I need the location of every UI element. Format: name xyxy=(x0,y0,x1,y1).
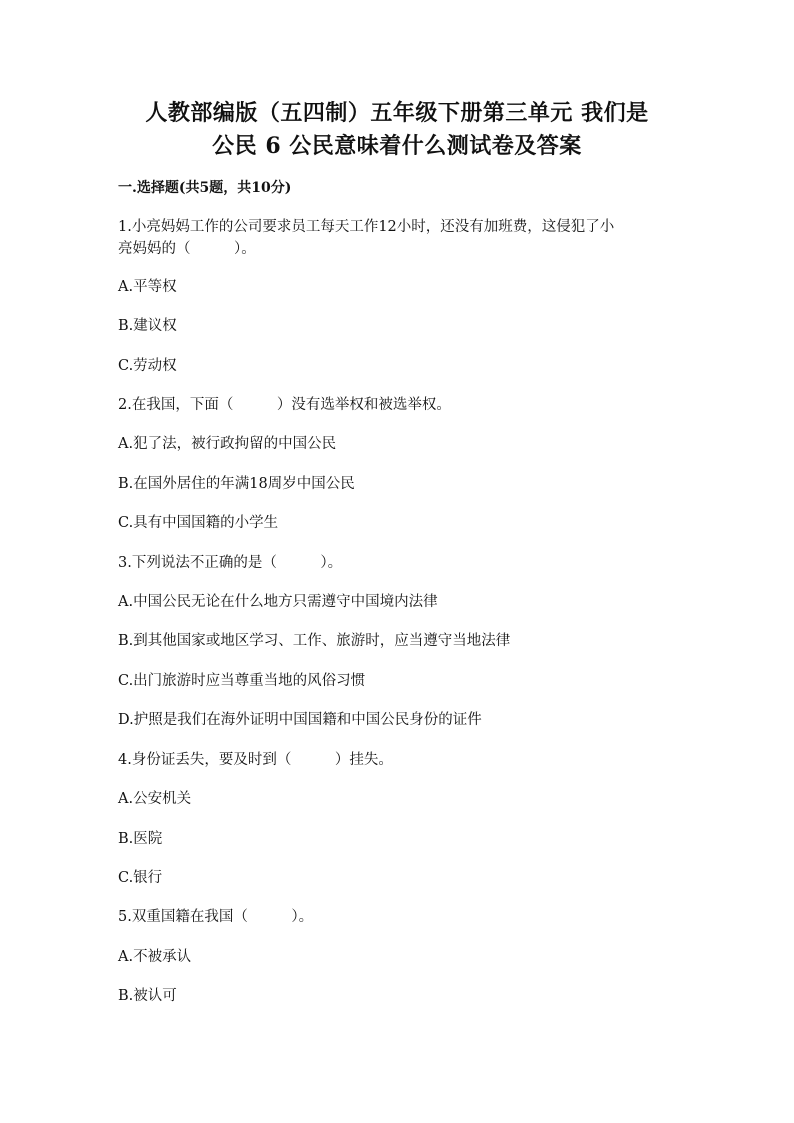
question-3-option-a: A.中国公民无论在什么地方只需遵守中国境内法律 xyxy=(118,594,438,610)
question-3-option-b: B.到其他国家或地区学习、工作、旅游时，应当遵守当地法律 xyxy=(118,633,511,649)
question-2-stem: 2.在我国，下面（ ）没有选举权和被选举权。 xyxy=(118,397,451,413)
question-2-option-b: B.在国外居住的年满18周岁中国公民 xyxy=(118,476,355,492)
document-title-line-1: 人教部编版（五四制）五年级下册第三单元 我们是 xyxy=(145,100,649,126)
question-4-stem: 4.身份证丢失，要及时到（ ）挂失。 xyxy=(118,752,393,768)
section-heading: 一.选择题(共5题，共10分) xyxy=(118,180,292,196)
question-1-option-a: A.平等权 xyxy=(118,279,177,295)
question-2-option-a: A.犯了法，被行政拘留的中国公民 xyxy=(118,436,337,452)
question-5-option-a: A.不被承认 xyxy=(118,949,192,965)
question-1-option-b: B.建议权 xyxy=(118,318,177,334)
question-4-option-a: A.公安机关 xyxy=(118,791,192,807)
question-1-stem-line-1: 1.小亮妈妈工作的公司要求员工每天工作12小时，还没有加班费，这侵犯了小 xyxy=(118,219,615,235)
question-1-option-c: C.劳动权 xyxy=(118,358,177,374)
question-4-option-b: B.医院 xyxy=(118,831,163,847)
question-3-option-d: D.护照是我们在海外证明中国国籍和中国公民身份的证件 xyxy=(118,712,482,728)
question-5-stem: 5.双重国籍在我国（ ）。 xyxy=(118,909,314,925)
question-1-stem-line-2: 亮妈妈的（ ）。 xyxy=(118,241,256,257)
question-4-option-c: C.银行 xyxy=(118,870,163,886)
question-5-option-b: B.被认可 xyxy=(118,988,177,1004)
document-title-line-2: 公民 6 公民意味着什么测试卷及答案 xyxy=(212,133,582,159)
question-3-stem: 3.下列说法不正确的是（ ）。 xyxy=(118,555,343,571)
question-2-option-c: C.具有中国国籍的小学生 xyxy=(118,515,279,531)
question-3-option-c: C.出门旅游时应当尊重当地的风俗习惯 xyxy=(118,673,366,689)
